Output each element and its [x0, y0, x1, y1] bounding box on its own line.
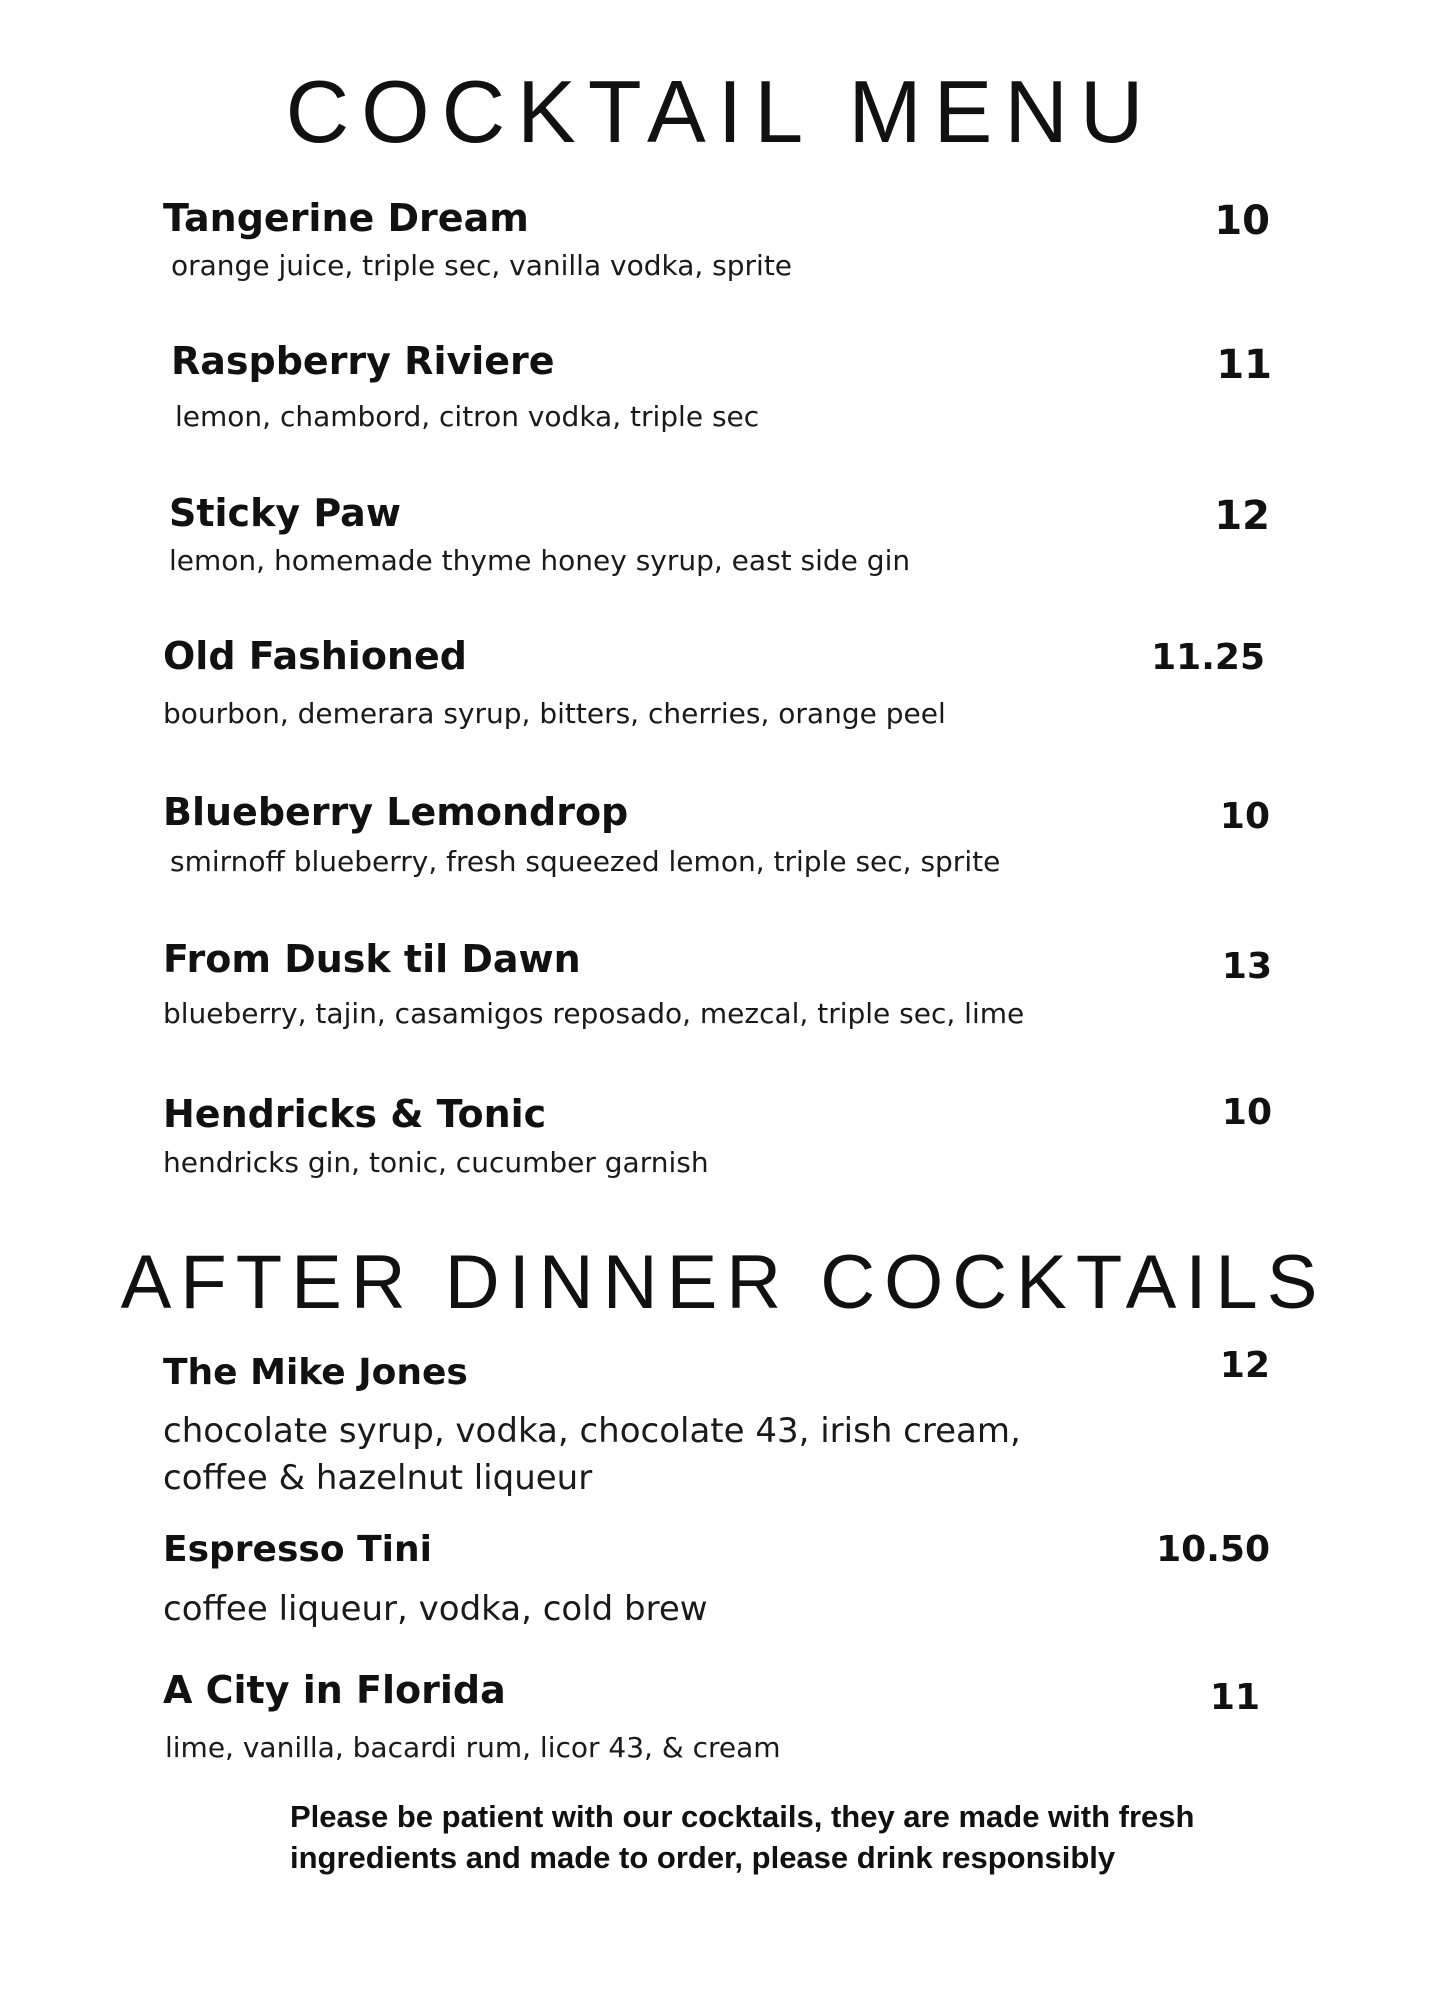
menu-title: COCKTAIL MENU [285, 62, 1156, 161]
footer-note [290, 1796, 1250, 1878]
item-price-old-fashioned: 11.25 [1151, 637, 1265, 678]
item-price-from-dusk-til-dawn: 13 [1221, 946, 1272, 987]
item-price-the-mike-jones: 12 [1219, 1345, 1270, 1386]
item-price-blueberry-lemondrop: 10 [1219, 796, 1270, 837]
item-description-the-mike-jones-line1: chocolate syrup, vodka, chocolate 43, irish cream, [163, 1411, 1021, 1451]
item-price-tangerine-dream: 10 [1214, 198, 1270, 244]
item-description-the-mike-jones-line2: coffee & hazelnut liqueur [163, 1458, 593, 1498]
item-name-tangerine-dream: Tangerine Dream [163, 196, 529, 240]
item-description-blueberry-lemondrop: smirnoff blueberry, fresh squeezed lemon, triple sec, sprite [170, 845, 1001, 878]
item-description-raspberry-riviere: lemon, chambord, citron vodka, triple sec [175, 400, 760, 433]
item-name-a-city-in-florida: A City in Florida [163, 1668, 506, 1712]
item-description-hendricks-tonic: hendricks gin, tonic, cucumber garnish [163, 1146, 709, 1179]
item-price-sticky-paw: 12 [1214, 493, 1270, 539]
item-name-blueberry-lemondrop: Blueberry Lemondrop [163, 790, 629, 834]
item-name-old-fashioned: Old Fashioned [163, 634, 467, 678]
item-description-from-dusk-til-dawn: blueberry, tajin, casamigos reposado, mezcal, triple sec, lime [163, 997, 1025, 1030]
item-description-espresso-tini: coffee liqueur, vodka, cold brew [163, 1589, 708, 1629]
item-description-a-city-in-florida: lime, vanilla, bacardi rum, licor 43, & cream [165, 1731, 781, 1764]
item-description-old-fashioned: bourbon, demerara syrup, bitters, cherries, orange peel [163, 697, 946, 730]
item-name-from-dusk-til-dawn: From Dusk til Dawn [163, 937, 581, 981]
item-name-sticky-paw: Sticky Paw [169, 491, 401, 535]
item-description-tangerine-dream: orange juice, triple sec, vanilla vodka, sprite [171, 249, 793, 282]
item-name-raspberry-riviere: Raspberry Riviere [171, 339, 555, 383]
after-dinner-title: AFTER DINNER COCKTAILS [120, 1240, 1327, 1325]
footer-note-line1: Please be patient with our cocktails, they are made with fresh [290, 1799, 1195, 1834]
item-description-sticky-paw: lemon, homemade thyme honey syrup, east side gin [169, 544, 911, 577]
item-price-espresso-tini: 10.50 [1156, 1529, 1270, 1570]
item-price-hendricks-tonic: 10 [1221, 1092, 1272, 1133]
item-price-a-city-in-florida: 11 [1209, 1677, 1260, 1718]
item-name-the-mike-jones: The Mike Jones [163, 1352, 468, 1393]
item-name-hendricks-tonic: Hendricks & Tonic [163, 1092, 547, 1136]
footer-note-line2: ingredients and made to order, please drink responsibly [290, 1840, 1116, 1875]
item-name-espresso-tini: Espresso Tini [163, 1529, 432, 1570]
item-price-raspberry-riviere: 11 [1216, 342, 1272, 388]
